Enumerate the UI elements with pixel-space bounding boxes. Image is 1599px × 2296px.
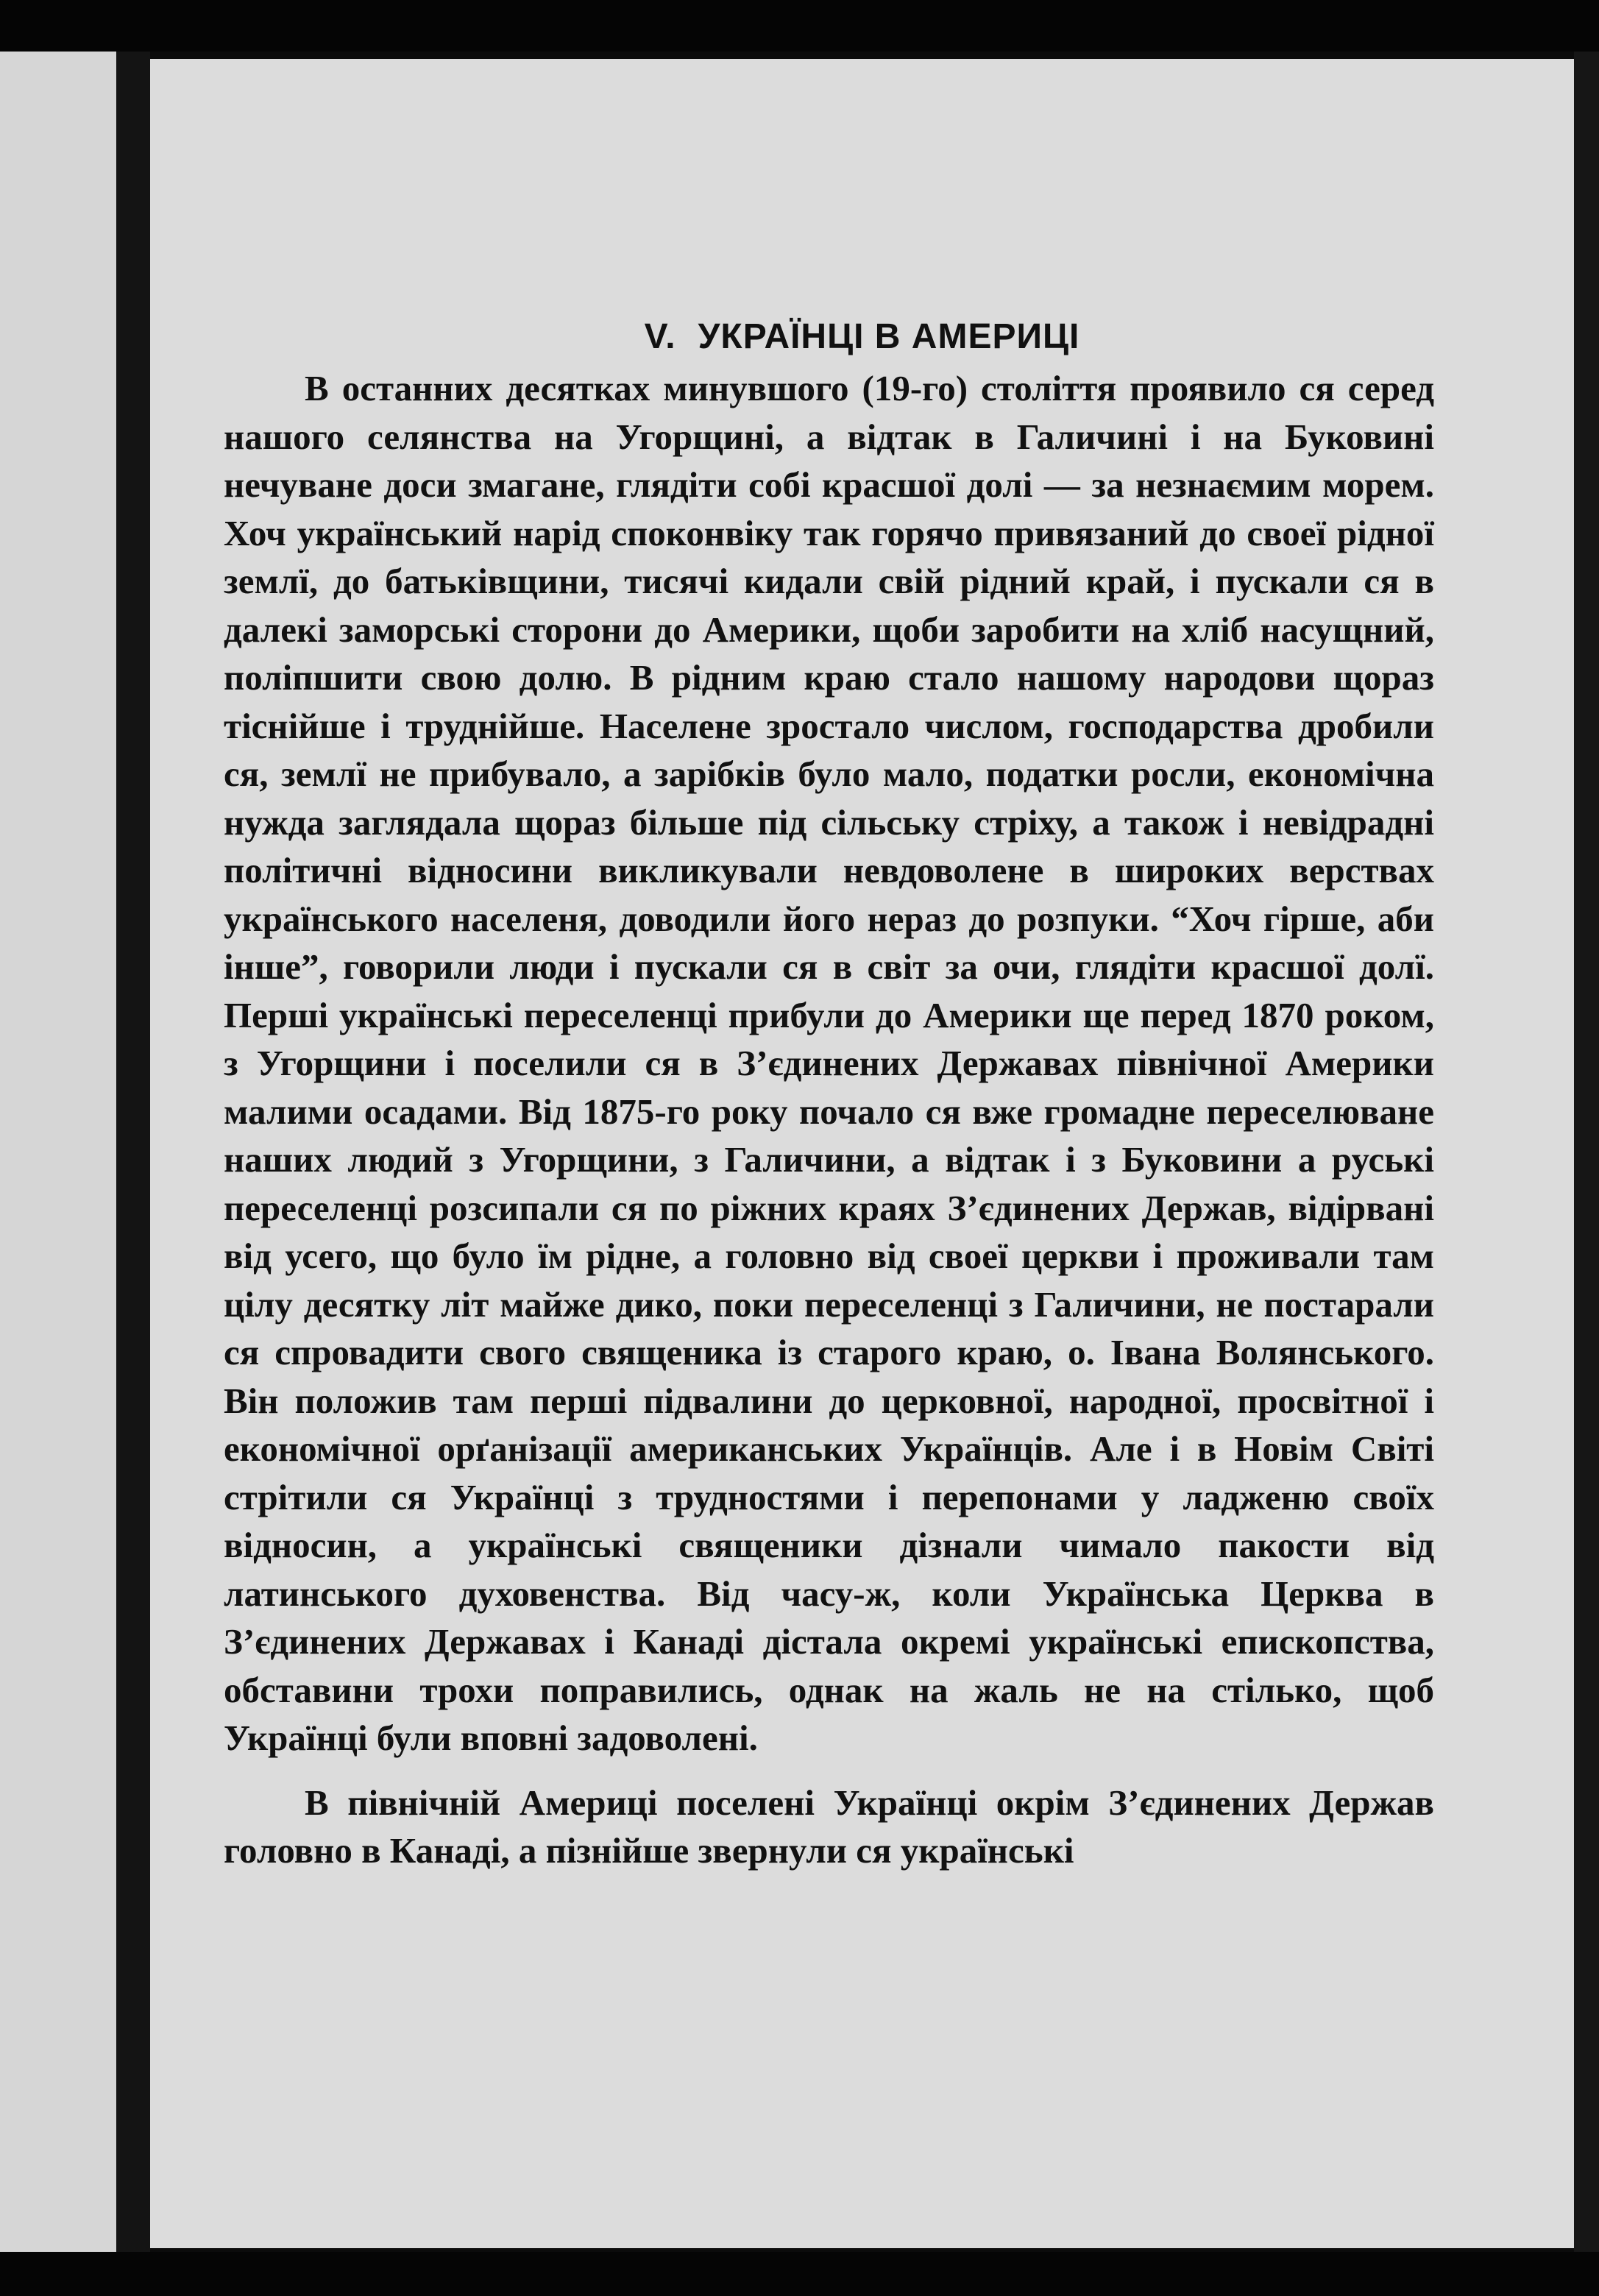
scan-bottom-border [0, 2252, 1599, 2296]
scan-right-border [1574, 52, 1599, 2252]
page-content [224, 316, 1434, 1875]
chapter-heading [224, 316, 1434, 357]
chapter-number: V. [644, 317, 676, 356]
chapter-title: УКРАЇНЦІ В АМЕРИЦІ [698, 317, 1080, 356]
adjacent-page-strip [0, 52, 116, 2252]
scan-top-border [0, 0, 1599, 52]
binding-shadow [116, 52, 150, 2252]
document-page [150, 59, 1574, 2248]
paragraph-2: В північній Америці поселені Українці окрім З’єдинених Держав головно в Канаді, а пізнійше звернули ся українські [224, 1782, 1434, 1871]
paragraph-1: В останних десятках минувшого (19-го) століття проявило ся серед нашого селянства на Угорщині, а відтак в Галичині і на Буковині нечуване доси змагане, глядіти собі красшої долі — за незнаємим морем. Хоч український нарід споконвіку так горячо привязаний до своеї рідної землї, до батьківщини, тисячі кидали свій рідний край, і пускали ся в далекі заморські сторони до Америки, щоби заробити на хліб насущний, поліпшити свою долю. В рідним краю стало нашому народови щораз тіснійше і труднійше. Населене зростало числом, господарства дробили ся, землї не прибувало, а зарібків було мало, податки росли, економічна нужда заглядала щораз більше під сільську стріху, а також і невідрадні політичні відносини викликували невдоволене в широких верствах українського населеня, доводили його нераз до розпуки. “Хоч гірше, аби інше”, говорили люди і пускали ся в світ за очи, глядіти красшої долї. Перші українські переселенці прибули до Америки ще перед 1870 роком, з Угорщини і поселили ся в З’єдинених Державах північної Америки малими осадами. Від 1875-го року почало ся вже громадне переселюване наших людий з Угорщини, з Галичини, а відтак і з Буковини а руські переселенці розсипали ся по ріжних краях З’єдинених Держав, відірвані від усего, що було їм рідне, а головно від своеї церкви і проживали там цілу десятку літ майже дико, поки переселенці з Галичини, не постарали ся спровадити свого священика із старого краю, о. Івана Волянського. Він положив там перші підвалини до церковної, народної, просвітної і економічної орґанізації американських Українців. Але і в Новім Світі стрітили ся Українці з трудностями і перепонами у ладженю своїх відносин, а українські священики дізнали чимало пакости від латинського духовенства. Від часу-ж, коли Українська Церква в З’єдинених Державах і Канаді дістала окремі українські епископства, обставини трохи поправились, однак на жаль не на стілько, щоб Українці були вповні задоволені. [224, 368, 1434, 1758]
